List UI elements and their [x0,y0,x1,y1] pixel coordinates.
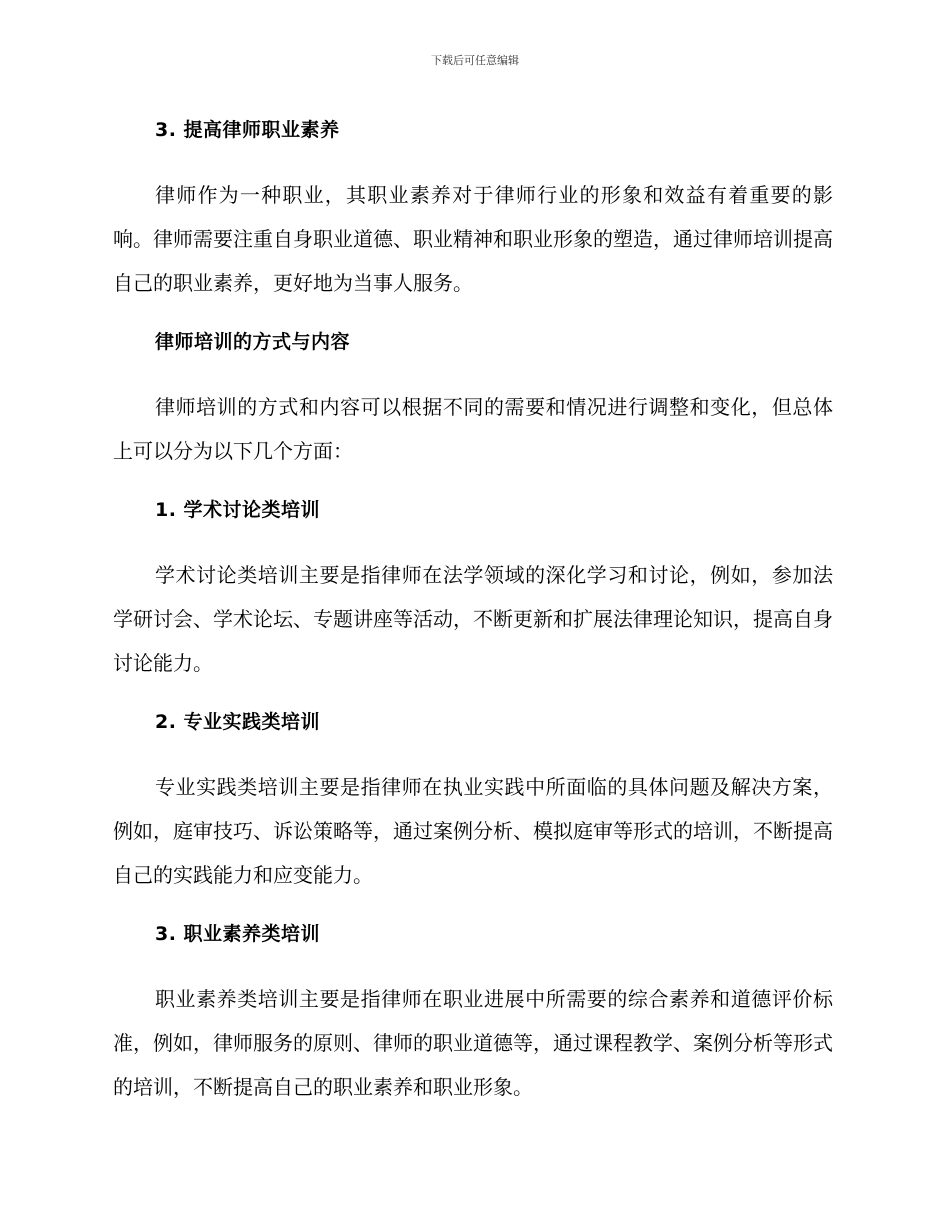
section-heading: 1. 学术讨论类培训 [155,499,321,521]
section-heading: 律师培训的方式与内容 [155,331,351,353]
header-note: 下载后可任意编辑 [431,54,519,67]
paragraph: 律师培训的方式和内容可以根据不同的需要和情况进行调整和变化，但总体上可以分为以下几个方面： [113,395,833,463]
paragraph: 职业素养类培训主要是指律师在职业进展中所需要的综合素养和道德评价标准，例如，律师服务的原则、律师的职业道德等，通过课程教学、案例分析等形式的培训，不断提高自己的职业素养和职业形象。 [113,987,833,1099]
section-heading: 3. 职业素养类培训 [155,923,321,945]
paragraph: 学术讨论类培训主要是指律师在法学领域的深化学习和讨论，例如，参加法学研讨会、学术论坛、专题讲座等活动，不断更新和扩展法律理论知识，提高自身讨论能力。 [113,563,833,675]
section-heading: 2. 专业实践类培训 [155,711,321,733]
paragraph: 专业实践类培训主要是指律师在执业实践中所面临的具体问题及解决方案，例如，庭审技巧、诉讼策略等，通过案例分析、模拟庭审等形式的培训，不断提高自己的实践能力和应变能力。 [113,775,833,887]
section-heading: 3. 提高律师职业素养 [155,119,340,141]
paragraph: 律师作为一种职业，其职业素养对于律师行业的形象和效益有着重要的影响。律师需要注重自身职业道德、职业精神和职业形象的塑造，通过律师培训提高自己的职业素养，更好地为当事人服务。 [113,183,833,295]
document-body [113,115,833,1109]
